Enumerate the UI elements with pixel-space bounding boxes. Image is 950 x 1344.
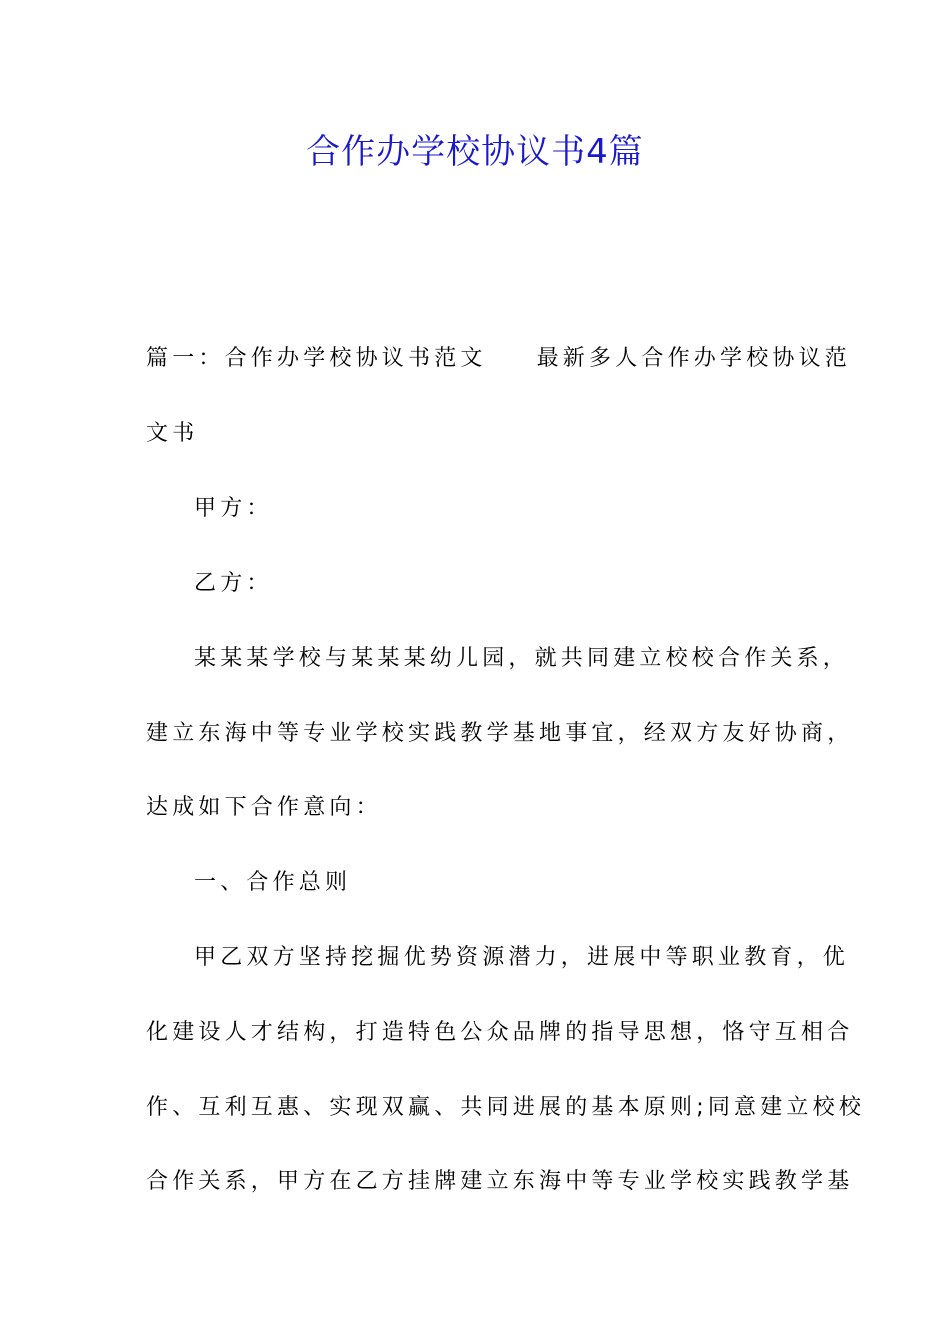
article-heading: [146, 343, 852, 375]
article-heading-part2: 最新多人合作办学校协议范: [536, 346, 852, 371]
article-heading-part1: 篇一：合作办学校协议书范文: [146, 346, 487, 371]
party-b-label: 乙方：: [194, 571, 273, 596]
paragraph-line: 合作关系，甲方在乙方挂牌建立东海中等专业学校实践教学基: [146, 1169, 854, 1194]
paragraph-line: 甲乙双方坚持挖掘优势资源潜力，进展中等职业教育，优: [194, 945, 850, 970]
paragraph-line: 达成如下合作意向：: [146, 795, 382, 820]
paragraph-line: 化建设人才结构，打造特色公众品牌的指导思想，恪守互相合: [146, 1020, 854, 1045]
paragraph-line: 作、互利互惠、实现双赢、共同进展的基本原则;同意建立校校: [146, 1095, 866, 1120]
party-a-label: 甲方：: [194, 496, 273, 521]
paragraph-line: 建立东海中等专业学校实践教学基地事宜，经双方友好协商，: [146, 721, 854, 746]
document-title: 合作办学校协议书4篇: [306, 132, 644, 172]
section-title: 一、合作总则: [194, 870, 352, 895]
article-heading-continued: 文书: [146, 421, 199, 446]
paragraph-line: 某某某学校与某某某幼儿园，就共同建立校校合作关系，: [194, 646, 850, 671]
